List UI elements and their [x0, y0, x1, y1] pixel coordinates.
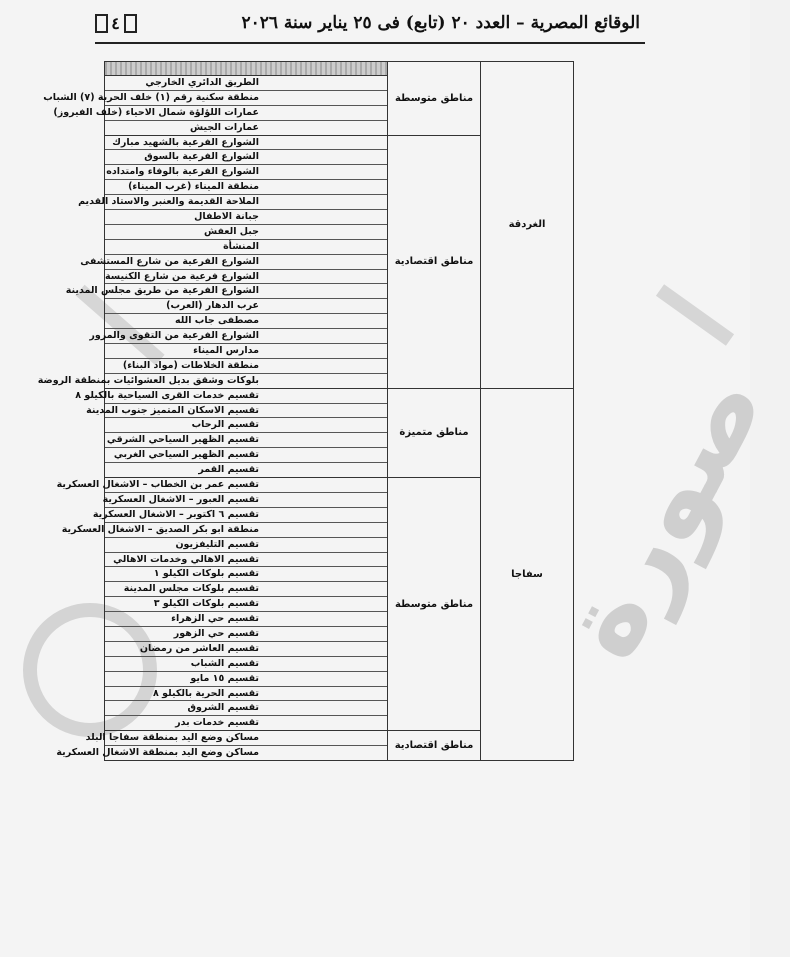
page-header — [95, 8, 640, 38]
zone-list-item: تقسيم خدمات بدر — [175, 717, 259, 729]
zone-list-item: تقسيم ١٥ مايو — [105, 672, 387, 687]
zone-list-item: الشوارع الفرعية بالوفاء وامتداده — [105, 165, 387, 180]
zone-list-item: منطقة الخلاطات (مواد البناء) — [105, 359, 387, 374]
zone-list-item: الشوارع الفرعية من طريق مجلس المدينة — [105, 284, 387, 299]
zone-category-cell: مناطق متوسطة — [388, 62, 481, 136]
zone-list-item: تقسيم الظهير السياحي الغربي — [105, 448, 387, 463]
city-cell: سفاجا — [481, 388, 574, 760]
zone-list-item: تقسيم عمر بن الخطاب – الاشغال العسكرية — [105, 478, 387, 493]
zone-row — [105, 388, 574, 477]
zones-table — [37, 61, 574, 761]
zone-items-cell — [43, 62, 388, 136]
zone-list-item: الشوارع فرعية من شارع الكنيسة — [105, 270, 387, 285]
zone-list-item: الشوارع الفرعية من التقوى والمرور — [105, 329, 387, 344]
zone-category-cell: مناطق اقتصادية — [388, 731, 481, 761]
zone-list-item: تقسيم العبور – الاشغال العسكرية — [105, 493, 387, 508]
zone-category-cell: مناطق متميزة — [388, 388, 481, 477]
zone-list-item: الشوارع الفرعية بالشهيد مبارك — [105, 136, 387, 151]
zone-list-item: تقسيم الظهير السياحي الشرقي — [105, 433, 387, 448]
zone-row — [105, 62, 574, 136]
header-title: الوقائع المصرية – العدد ٢٠ (تابع) فى ٢٥ يناير سنة ٢٠٢٦ — [241, 13, 640, 33]
zone-list-item: مساكن وضع اليد بمنطقة الاشغال العسكرية — [56, 747, 259, 759]
zone-list-item: تقسيم الاسكان المتميز جنوب المدينة — [105, 404, 387, 419]
zone-list-item: تقسيم بلوكات الكيلو ١ — [105, 567, 387, 582]
zone-list-item: عمارات الجيش — [190, 121, 259, 133]
column-header-strip — [105, 62, 387, 76]
zone-list-item: تقسيم الحرية بالكيلو ٨ — [105, 687, 387, 702]
zone-items-cell — [75, 388, 388, 477]
zone-list-item: الملاحة القديمة والعنبر والاستاد القديم — [105, 195, 387, 210]
zone-list-item: تقسيم حي الزهور — [105, 627, 387, 642]
page-box-icon — [95, 14, 108, 33]
zone-category-cell: مناطق متوسطة — [388, 478, 481, 731]
header-rule — [95, 42, 645, 44]
zone-list-item: جبل العفش — [105, 225, 387, 240]
zone-list-item: بلوكات وشقق بديل العشوائيات بمنطقة الروضة — [37, 374, 259, 386]
zone-list-item: تقسيم الشباب — [105, 657, 387, 672]
zone-list-item: الطريق الدائري الخارجي — [105, 76, 387, 91]
zone-list-item: تقسيم القمر — [198, 464, 259, 476]
zone-list-item: منطقة الميناء (غرب الميناء) — [105, 180, 387, 195]
zone-list-item: المنشأة — [105, 240, 387, 255]
zone-list-item: تقسيم العاشر من رمضان — [105, 642, 387, 657]
zone-list-item: مساكن وضع اليد بمنطقة سفاجا البلد — [105, 731, 387, 746]
zone-list-item: تقسيم ٦ اكتوبر – الاشغال العسكرية — [105, 508, 387, 523]
zone-list-item: تقسيم خدمات القرى السياحية بالكيلو ٨ — [105, 389, 387, 404]
zone-list-item: عمارات اللؤلؤة شمال الاحياء (خلف الفيروز) — [105, 106, 387, 121]
zone-list-item: تقسيم بلوكات مجلس المدينة — [105, 582, 387, 597]
zone-list-item: مصطفى جاب الله — [105, 314, 387, 329]
zone-list-item: تقسيم الرحاب — [105, 418, 387, 433]
page-marker: ٤ — [111, 13, 121, 33]
page-box-icon — [124, 14, 137, 33]
zone-items-cell — [56, 731, 388, 761]
zone-list-item: عرب الدهار (العرب) — [105, 299, 387, 314]
zone-list-item: تقسيم بلوكات الكيلو ٣ — [105, 597, 387, 612]
zone-list-item: منطقة سكنية رقم (١) خلف الحرية (٧) الشباب — [105, 91, 387, 106]
zone-list-item: تقسيم الشروق — [105, 701, 387, 716]
zone-list-item: مدارس الميناء — [105, 344, 387, 359]
page-number — [95, 14, 137, 33]
city-cell: الغردقة — [481, 62, 574, 389]
zone-category-cell: مناطق اقتصادية — [388, 135, 481, 388]
zone-items-cell — [37, 135, 388, 388]
zone-list-item: تقسيم التليفزيون — [105, 538, 387, 553]
zone-list-item: الشوارع الفرعية من شارع المستشفى — [105, 255, 387, 270]
zone-list-item: جبانة الاطفال — [105, 210, 387, 225]
zone-list-item: تقسيم حي الزهراء — [105, 612, 387, 627]
zone-list-item: تقسيم الاهالي وخدمات الاهالي — [105, 553, 387, 568]
zone-list-item: الشوارع الفرعية بالسوق — [105, 150, 387, 165]
zone-list-item: منطقة ابو بكر الصديق – الاشغال العسكرية — [105, 523, 387, 538]
zone-items-cell — [56, 478, 388, 731]
watermark-text: صورة — [534, 349, 790, 679]
